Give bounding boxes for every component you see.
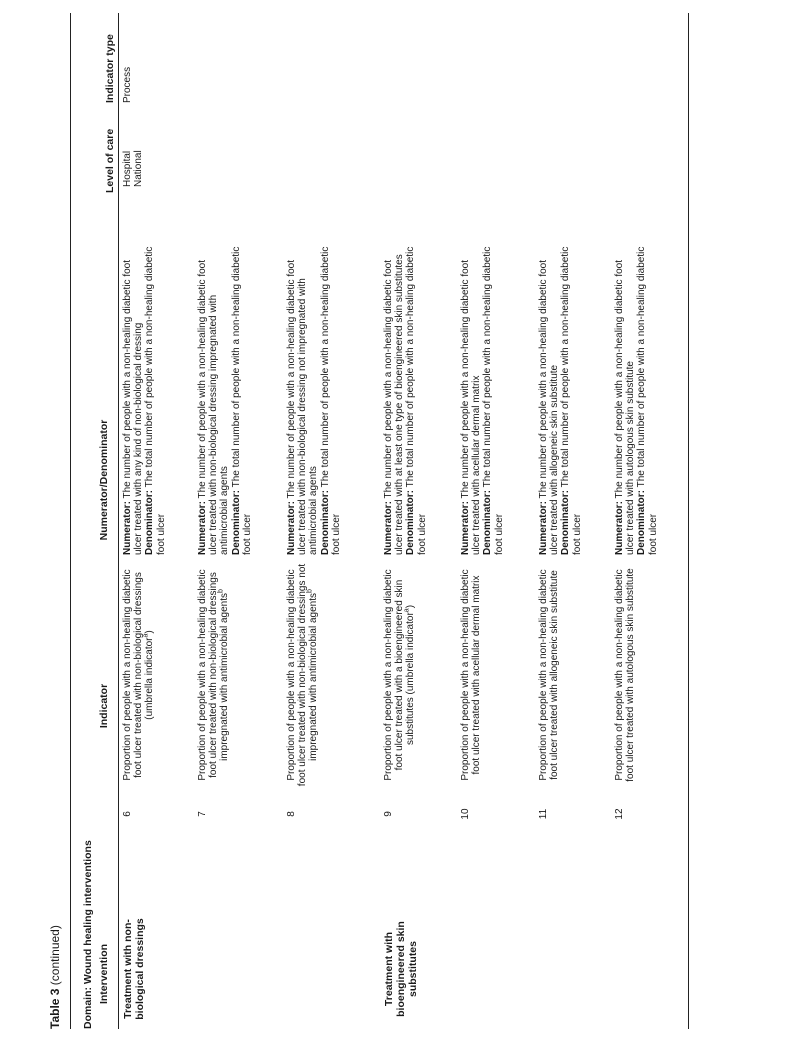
indicator-text-main: Proportion of people with a non-healing diabetic foot ulcer treated with acellular dermal matrix	[460, 569, 483, 781]
denominator-value: The total number of people with a non-healing diabetic foot ulcer	[230, 246, 253, 555]
level-of-care-cell	[122, 107, 144, 187]
indicator-text	[122, 561, 156, 789]
numerator-value: The number of people with a non-healing diabetic foot ulcer treated with allogeneic skin substitute	[538, 259, 561, 555]
numerator-text	[122, 241, 144, 555]
indicator-text-main: Proportion of people with a non-healing diabetic foot ulcer treated with allogeneic skin substitute	[538, 569, 561, 781]
denominator-text	[144, 241, 166, 555]
indicator-text	[460, 561, 482, 789]
denominator-label: Denominator:	[144, 490, 156, 555]
table-caption	[48, 925, 62, 1029]
numerator-label: Numerator:	[197, 501, 208, 555]
indicator-text	[538, 561, 560, 789]
header-indicator-type: Indicator type	[104, 34, 116, 103]
indicator-text-main: Proportion of people with a non-healing diabetic foot ulcer treated with non-biological dressings not impregnated with antimicrobial agents	[286, 563, 320, 787]
numerator-value: The number of people with a non-healing diabetic foot ulcer treated with non-biological dressing not impregnated with antimicrobial agents	[286, 259, 320, 555]
numerator-value: The number of people with a non-healing diabetic foot ulcer treated with non-biological dressing impregnated with antimicrobial agents	[197, 259, 231, 555]
header-indicator: Indicator	[98, 683, 110, 729]
header-level-of-care: Level of care	[104, 128, 116, 193]
indicator-number: 8	[286, 811, 297, 817]
denominator-value: The total number of people with a non-healing diabetic foot ulcer	[405, 246, 428, 555]
denominator-label: Denominator:	[560, 490, 572, 555]
numerator-denominator-cell	[197, 241, 253, 555]
indicator-type-cell: Process	[122, 66, 133, 103]
numerator-label: Numerator:	[383, 501, 394, 555]
bottom-rule	[688, 13, 689, 1029]
header-numerator-denominator: Numerator/Denominator	[98, 419, 110, 541]
indicator-text-tail: )	[144, 630, 156, 634]
numerator-label: Numerator:	[460, 501, 471, 555]
denominator-value: The total number of people with a non-healing diabetic foot ulcer	[560, 246, 583, 555]
rotated-table-page	[46, 9, 746, 1029]
indicator-number: 9	[383, 811, 394, 817]
indicator-number: 7	[197, 811, 208, 817]
numerator-denominator-cell	[383, 241, 428, 555]
footnote-marker: a	[143, 633, 151, 638]
indicator-text-main: Proportion of people with a non-healing diabetic foot ulcer treated with a bioengineered skin substitutes (umbrella indicator	[383, 569, 417, 781]
denominator-value: The total number of people with a non-healing diabetic foot ulcer	[636, 246, 659, 555]
indicator-text	[197, 561, 231, 789]
numerator-text	[614, 241, 636, 555]
indicator-text-main: Proportion of people with a non-healing diabetic foot ulcer treated with autologous skin substitute	[614, 568, 637, 782]
top-rule	[70, 13, 71, 1029]
denominator-text	[560, 241, 582, 555]
header-intervention: Intervention	[98, 943, 110, 1005]
footnote-marker: b	[218, 589, 226, 594]
intervention-bioengineered-skin-substitutes: Treatment with bioengineered skin substitutes	[383, 921, 419, 1017]
indicator-text	[383, 561, 417, 789]
header-rule	[118, 13, 119, 1029]
denominator-label: Denominator:	[319, 490, 331, 555]
denominator-value: The total number of people with a non-healing diabetic foot ulcer	[319, 246, 342, 555]
denominator-text	[405, 241, 427, 555]
indicator-text-tail: )	[405, 604, 417, 609]
footnote-marker: b	[307, 589, 315, 594]
intervention-non-biological-dressings: Treatment with non-biological dressings	[122, 918, 146, 1020]
table-label: Table 3	[48, 988, 62, 1029]
numerator-value: The number of people with a non-healing diabetic foot ulcer treated with autologous skin substitute	[614, 259, 637, 555]
numerator-label: Numerator:	[122, 501, 133, 555]
indicator-text	[614, 561, 636, 789]
numerator-text	[538, 241, 560, 555]
numerator-value: The number of people with a non-healing diabetic foot ulcer treated with acellular dermal matrix	[460, 259, 483, 555]
numerator-value: The number of people with a non-healing diabetic foot ulcer treated with at least one type of bioengineered skin substitutes	[383, 254, 406, 555]
level-national: National	[133, 150, 145, 187]
numerator-denominator-cell	[286, 241, 342, 555]
indicator-number: 6	[122, 811, 133, 817]
denominator-value: The total number of people with a non-healing diabetic foot ulcer	[482, 246, 505, 555]
denominator-text	[482, 241, 504, 555]
denominator-text	[320, 241, 342, 555]
numerator-text	[383, 241, 405, 555]
numerator-label: Numerator:	[538, 501, 549, 555]
indicator-text-main: Proportion of people with a non-healing diabetic foot ulcer treated with non-biological dressings (umbrella indicator	[122, 569, 156, 781]
denominator-text	[231, 241, 253, 555]
numerator-denominator-cell	[122, 241, 167, 555]
denominator-value: The total number of people with a non-healing diabetic foot ulcer	[144, 246, 167, 555]
numerator-text	[197, 241, 231, 555]
numerator-label: Numerator:	[286, 501, 297, 555]
denominator-label: Denominator:	[405, 490, 417, 555]
level-hospital: Hospital	[122, 150, 133, 187]
indicator-number: 12	[614, 808, 625, 820]
denominator-label: Denominator:	[482, 490, 494, 555]
indicator-text	[286, 561, 320, 789]
numerator-label: Numerator:	[614, 501, 625, 555]
numerator-denominator-cell	[538, 241, 583, 555]
numerator-denominator-cell	[614, 241, 659, 555]
footnote-marker: a	[404, 608, 412, 613]
numerator-value: The number of people with a non-healing diabetic foot ulcer treated with any kind of non-biological dressing	[122, 259, 145, 555]
denominator-text	[636, 241, 658, 555]
indicator-text-main: Proportion of people with a non-healing diabetic foot ulcer treated with non-biological dressings impregnated with antimicrobial agents	[197, 569, 231, 781]
denominator-label: Denominator:	[636, 490, 648, 555]
numerator-text	[460, 241, 482, 555]
numerator-text	[286, 241, 320, 555]
indicator-number: 10	[460, 808, 471, 820]
indicator-number: 11	[538, 808, 549, 820]
table-caption-suffix: (continued)	[48, 925, 62, 986]
numerator-denominator-cell	[460, 241, 505, 555]
denominator-label: Denominator:	[230, 490, 242, 555]
domain-heading: Domain: Wound healing interventions	[82, 840, 94, 1029]
